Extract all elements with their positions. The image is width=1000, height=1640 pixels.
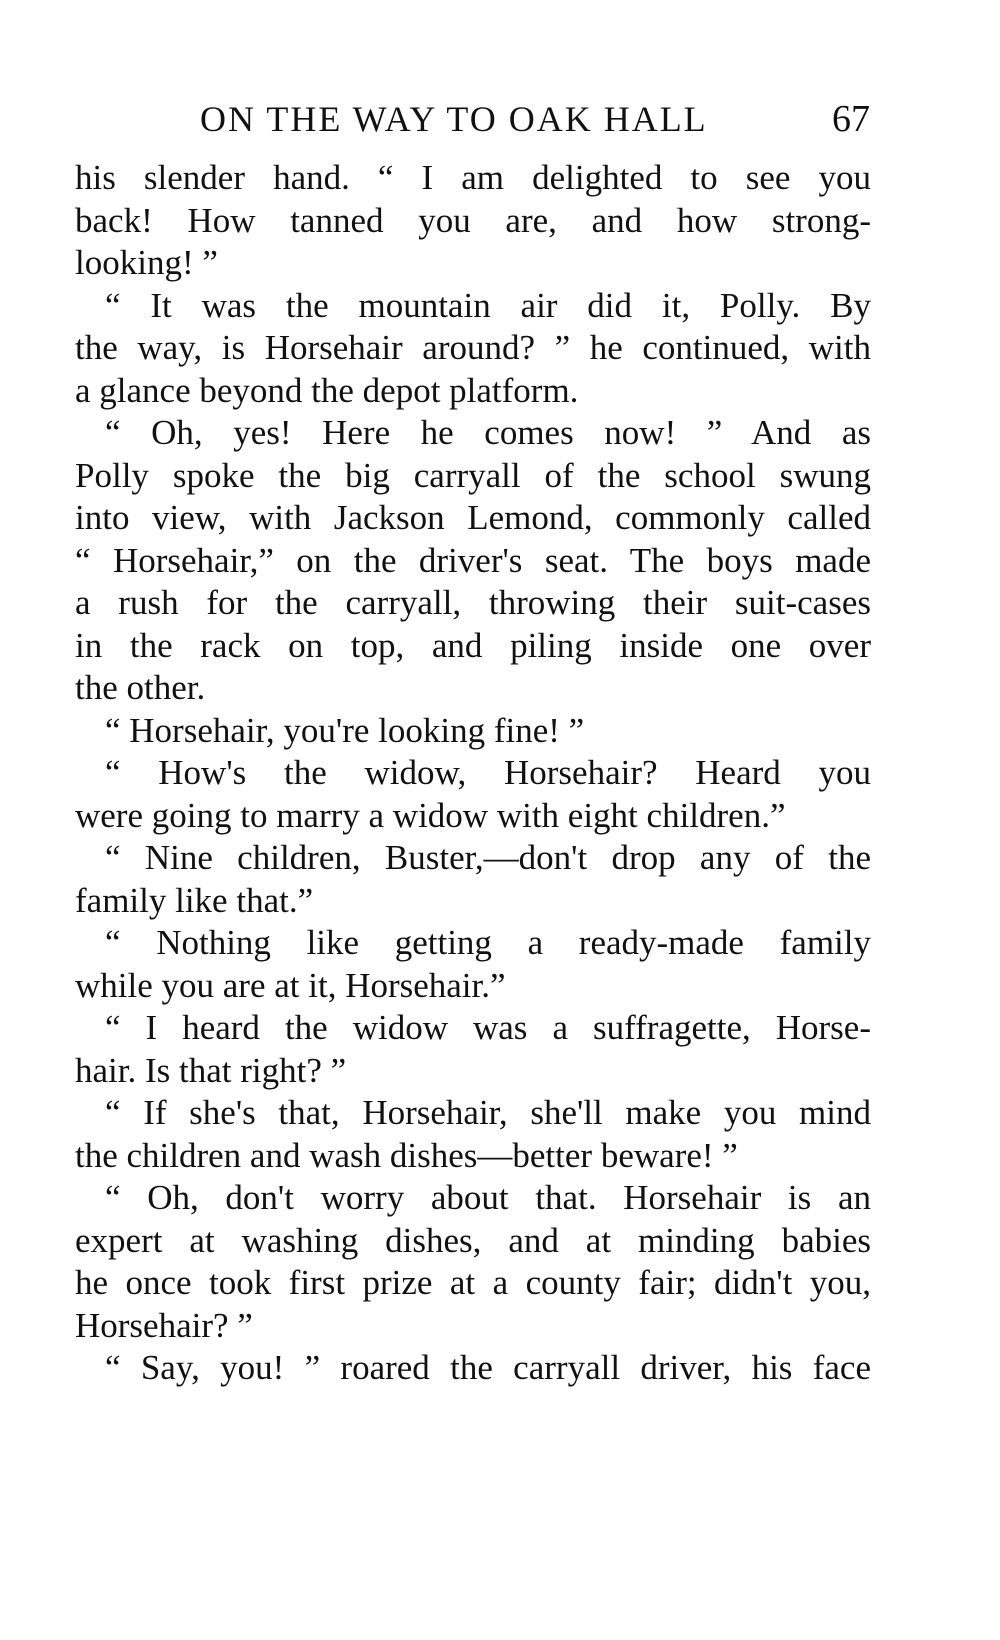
text-line: the way, is Horsehair around? ” he continued, with <box>75 328 871 367</box>
page-number: 67 <box>832 98 870 140</box>
text-line: “ Oh, yes! Here he comes now! ” And as <box>105 413 871 452</box>
text-line: back! How tanned you are, and how strong- <box>75 200 871 240</box>
text-line: expert at washing dishes, and at minding babies <box>75 1220 871 1260</box>
text-line: into view, with Jackson Lemond, commonly called <box>75 498 871 537</box>
text-line: “ Horsehair, you're looking fine! ” <box>105 710 585 750</box>
text-line: hair. Is that right? ” <box>75 1050 347 1090</box>
text-line: “ If she's that, Horsehair, she'll make you mind <box>105 1093 871 1132</box>
text-line: were going to marry a widow with eight children.” <box>75 795 786 835</box>
running-head <box>0 94 1000 144</box>
text-line: “ Oh, don't worry about that. Horsehair is an <box>105 1178 871 1217</box>
text-line: “ Nothing like getting a ready-made family <box>105 923 871 962</box>
text-line: the other. <box>75 668 206 707</box>
text-line: in the rack on top, and piling inside one over <box>75 625 871 665</box>
text-line: Horsehair? ” <box>75 1305 253 1345</box>
text-line: family like that.” <box>75 880 314 920</box>
text-line: looking! ” <box>75 243 218 282</box>
running-head-title: ON THE WAY TO OAK HALL <box>200 99 708 139</box>
body-text <box>75 157 871 1390</box>
text-line: a glance beyond the depot platform. <box>75 370 579 410</box>
text-line: “ Horsehair,” on the driver's seat. The boys made <box>75 540 871 580</box>
text-line: the children and wash dishes—better beware! ” <box>75 1135 738 1175</box>
text-line: “ Say, you! ” roared the carryall driver, his face <box>105 1348 871 1387</box>
text-line: he once took first prize at a county fair; didn't you, <box>75 1263 871 1302</box>
text-line: “ It was the mountain air did it, Polly. By <box>105 285 871 325</box>
text-line: a rush for the carryall, throwing their suit-cases <box>75 583 871 622</box>
text-line: “ How's the widow, Horsehair? Heard you <box>105 753 871 792</box>
text-line: “ I heard the widow was a suffragette, Horse- <box>105 1008 871 1047</box>
text-line: Polly spoke the big carryall of the school swung <box>75 455 871 495</box>
text-line: while you are at it, Horsehair.” <box>75 965 506 1005</box>
text-line: his slender hand. “ I am delighted to see you <box>75 158 871 197</box>
text-line: “ Nine children, Buster,—don't drop any of the <box>105 838 871 877</box>
